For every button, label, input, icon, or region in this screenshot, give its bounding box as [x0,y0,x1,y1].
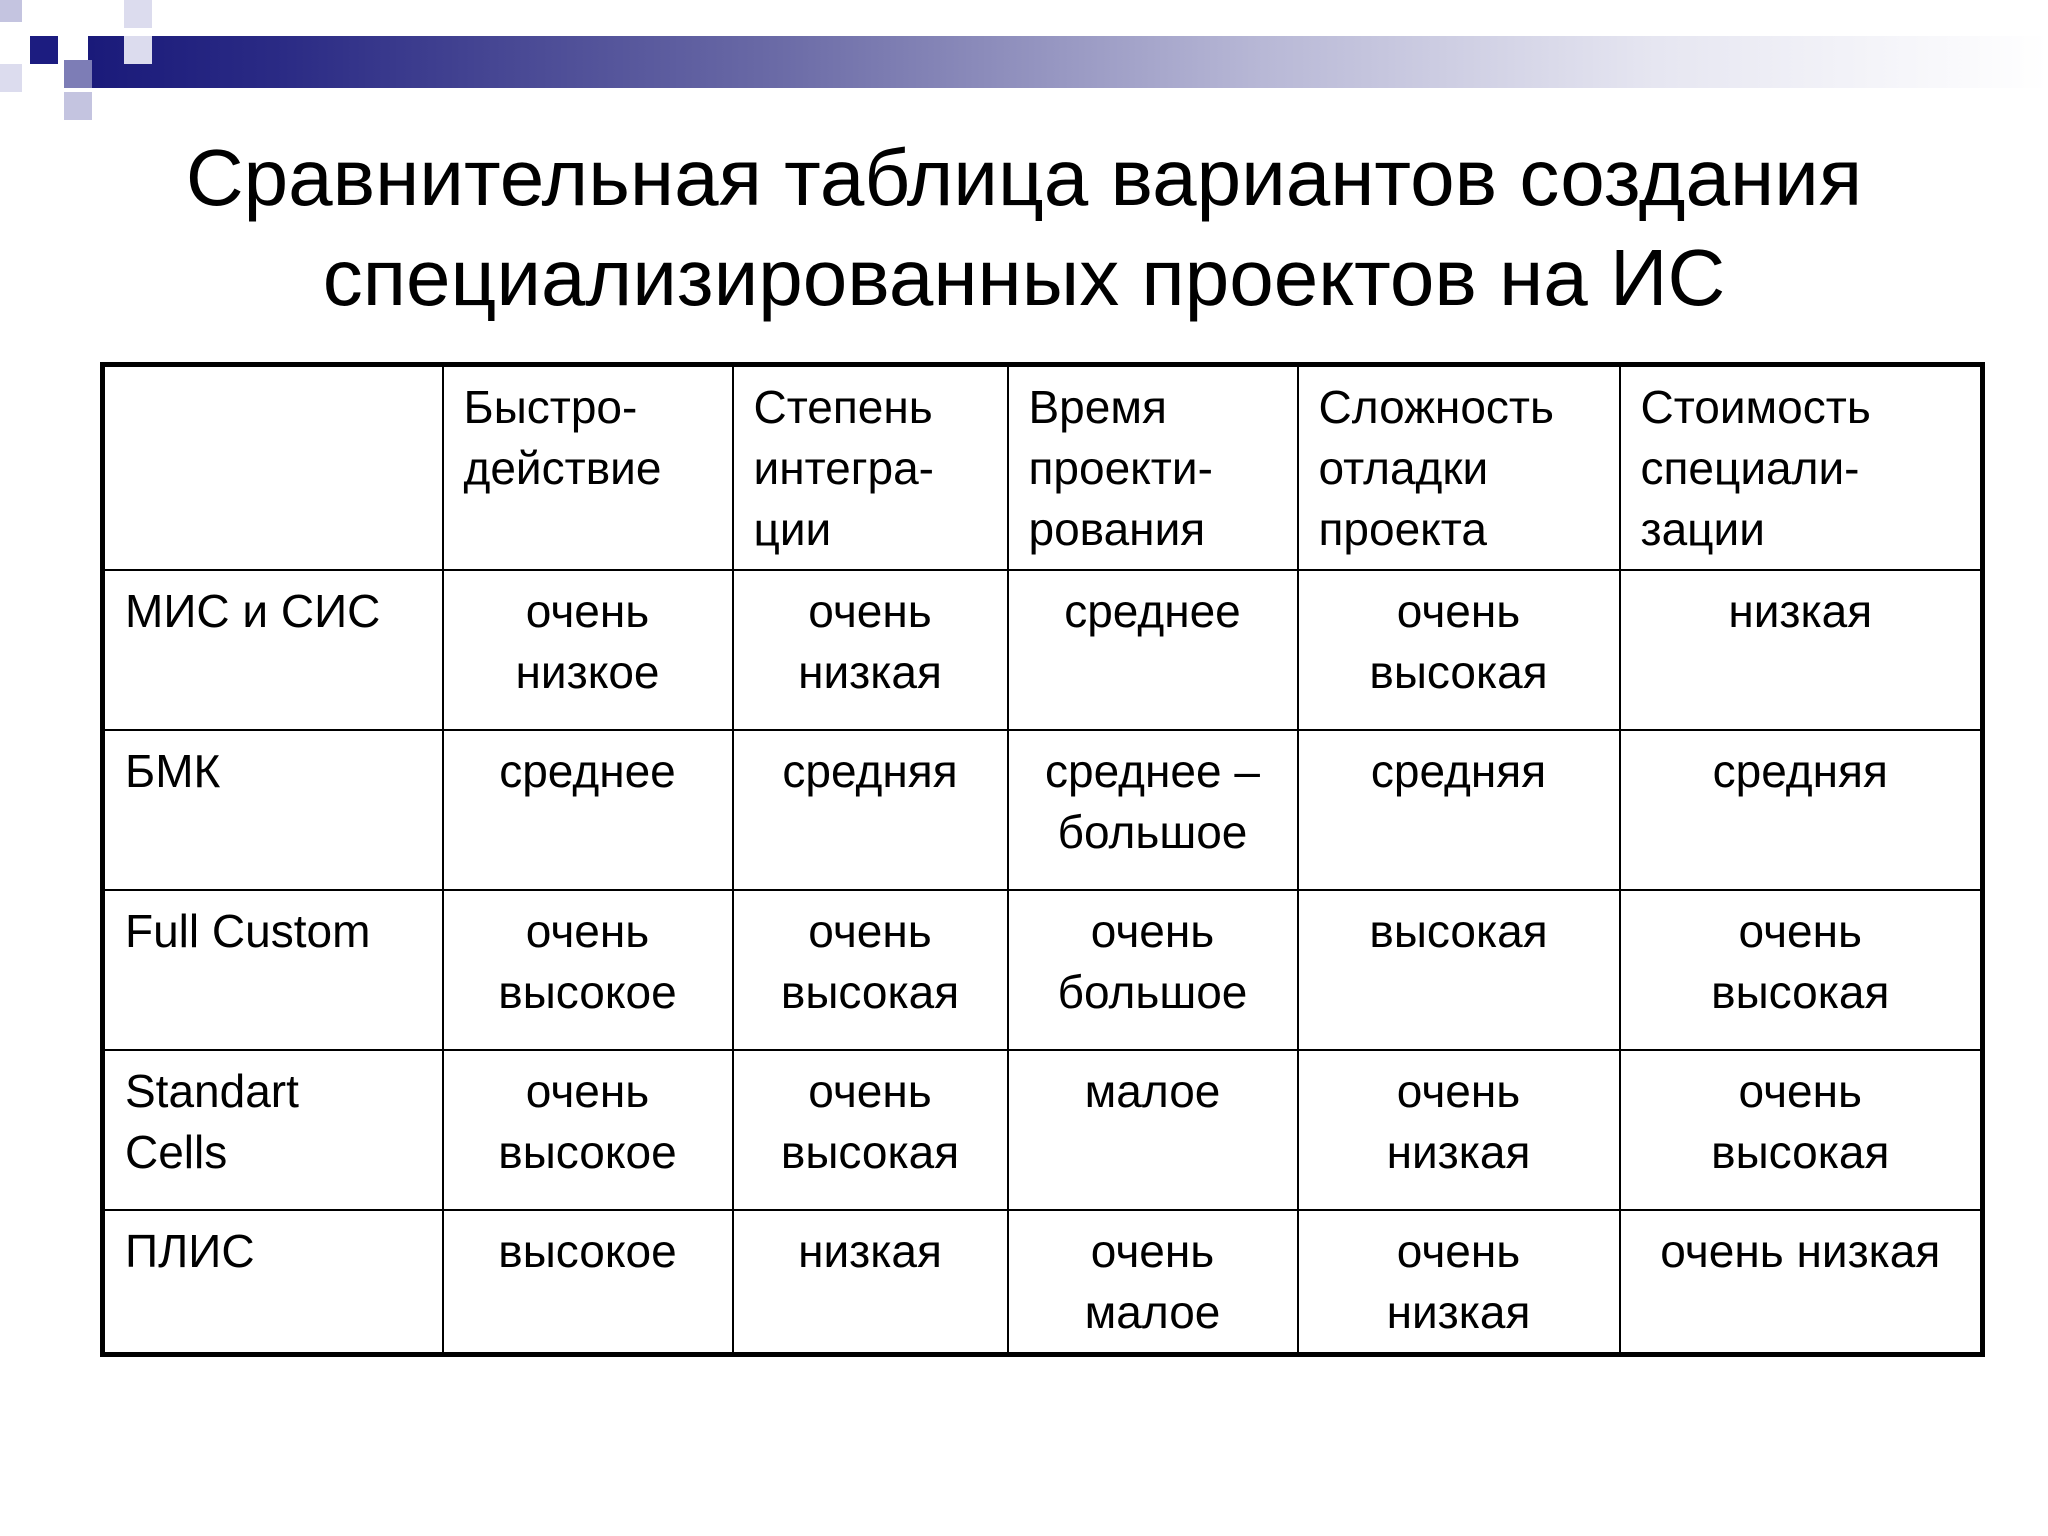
column-header [1620,365,1983,570]
column-header-label: Время проекти- рования [1028,381,1213,555]
column-header-label: Степень интегра- ции [753,381,934,555]
slide-title-line-1: Сравнительная таблица вариантов создания [185,133,1863,222]
table-cell: высокое [443,1210,733,1355]
table-cell: очень высокая [733,890,1008,1050]
table-cell: очень низкая [733,570,1008,730]
table-cell: высокая [1298,890,1620,1050]
table-corner-cell [103,365,443,570]
table-cell: очень высокая [1298,570,1620,730]
column-header [733,365,1008,570]
table-row [103,1210,1983,1355]
decor-square [124,0,152,28]
decor-square [64,92,92,120]
row-label-cell [103,1050,443,1210]
column-header [443,365,733,570]
table-cell: очень высокая [733,1050,1008,1210]
row-label: Full Custom [125,904,371,957]
decor-square [0,0,22,22]
decor-square [64,60,92,88]
table-cell: средняя [733,730,1008,890]
header-gradient-bar [88,36,2048,88]
row-label-cell [103,890,443,1050]
table-header-row [103,365,1983,570]
table-cell: очень низкая [1298,1050,1620,1210]
table-cell: очень высокая [1620,1050,1983,1210]
table-cell: низкая [1620,570,1983,730]
table-cell: очень высокое [443,890,733,1050]
row-label-cell [103,1210,443,1355]
slide-title [0,128,2048,328]
table-cell: средняя [1620,730,1983,890]
comparison-table [100,362,1985,1357]
table-cell: очень низкая [1298,1210,1620,1355]
row-label: Standart Cells [125,1064,299,1178]
slide-title-line-2: специализированных проектов на ИС [322,233,1726,322]
decor-square [30,36,58,64]
table-cell: очень низкая [1620,1210,1983,1355]
table-cell: очень высокое [443,1050,733,1210]
column-header-label: Сложность отладки проекта [1318,381,1554,555]
column-header-label: Быстро- действие [463,381,662,494]
table-cell: очень малое [1008,1210,1298,1355]
row-label: БМК [125,744,221,797]
table-cell: средняя [1298,730,1620,890]
column-header [1008,365,1298,570]
table-cell: среднее [1008,570,1298,730]
column-header-label: Стоимость специали- зации [1640,381,1871,555]
decor-square [124,36,152,64]
table-cell: низкая [733,1210,1008,1355]
table-cell: среднее [443,730,733,890]
row-label: ПЛИС [125,1224,255,1277]
table-row [103,570,1983,730]
table-cell: очень низкое [443,570,733,730]
column-header [1298,365,1620,570]
table-cell: очень большое [1008,890,1298,1050]
table-row [103,730,1983,890]
row-label-cell [103,570,443,730]
row-label: МИС и СИС [125,584,381,637]
table-cell: очень высокая [1620,890,1983,1050]
table-cell: малое [1008,1050,1298,1210]
decor-square [0,64,22,92]
row-label-cell [103,730,443,890]
table-cell: среднее – большое [1008,730,1298,890]
table-row [103,1050,1983,1210]
table-row [103,890,1983,1050]
